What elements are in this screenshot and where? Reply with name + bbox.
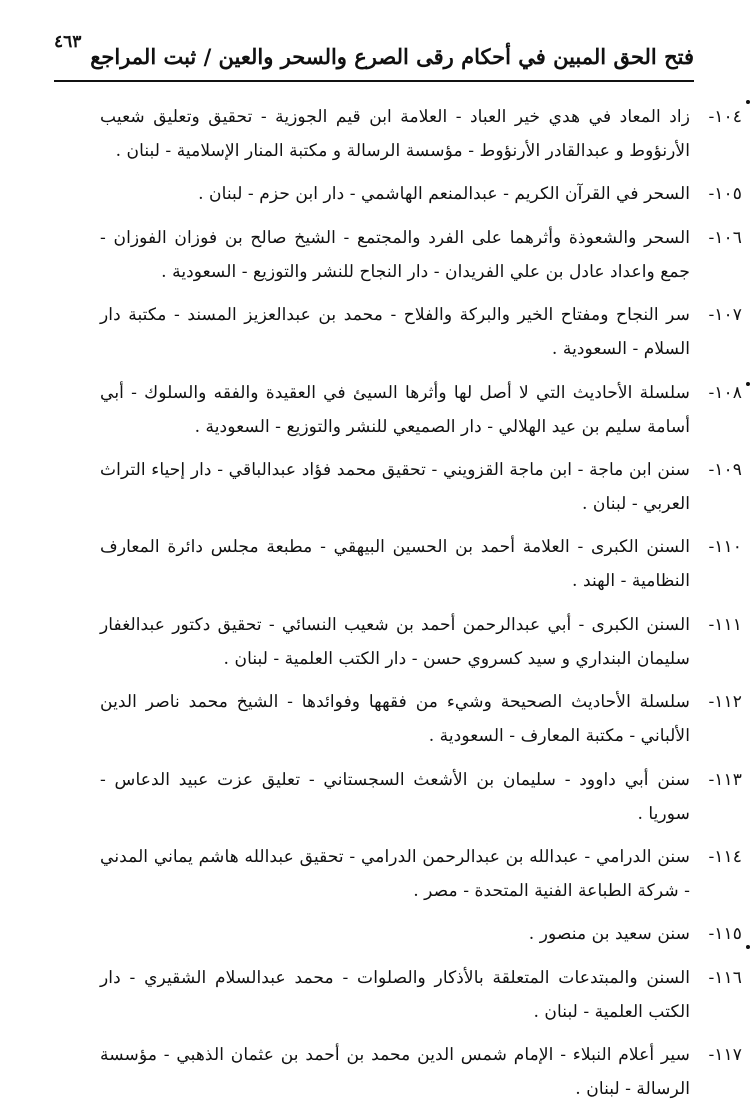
entry-number: ١٠٩- xyxy=(708,459,742,480)
bibliography-entry xyxy=(100,763,742,831)
entry-number: ١٠٦- xyxy=(708,227,742,248)
entry-text: السنن والمبتدعات المتعلقة بالأذكار والصلوات - محمد عبدالسلام الشقيري - دار الكتب العلمية - لبنان . xyxy=(100,967,690,1022)
header-rule xyxy=(54,80,694,82)
bibliography-entry xyxy=(100,177,742,211)
entry-text: سلسلة الأحاديث التي لا أصل لها وأثرها السيئ في العقيدة والفقه والسلوك - أبي أسامة سليم بن عيد الهلالي - دار الصميعي للنشر والتوزيع - السعودية . xyxy=(100,382,690,437)
entry-number: ١١٠- xyxy=(708,537,742,558)
bibliography-entry xyxy=(100,221,742,289)
page-header xyxy=(54,26,694,78)
bibliography-entry xyxy=(100,917,742,951)
bibliography-entry xyxy=(100,961,742,1029)
entry-text: سنن سعيد بن منصور . xyxy=(528,924,690,945)
entry-text: السحر والشعوذة وأثرهما على الفرد والمجتمع - الشيخ صالح بن فوزان الفوزان - جمع واعداد عادل بن علي الفريدان - دار النجاح للنشر والتوزيع - السعودية . xyxy=(100,227,690,282)
bibliography-list xyxy=(100,100,742,1115)
entry-number: ١٠٧- xyxy=(708,305,742,326)
entry-text: السنن الكبرى - العلامة أحمد بن الحسين البيهقي - مطبعة مجلس دائرة المعارف النظامية - الهند . xyxy=(100,537,690,592)
bibliography-entry xyxy=(100,840,742,908)
entry-text: السحر في القرآن الكريم - عبدالمنعم الهاشمي - دار ابن حزم - لبنان . xyxy=(198,184,690,205)
bibliography-entry xyxy=(100,100,742,168)
entry-text: سنن الدرامي - عبدالله بن عبدالرحمن الدرامي - تحقيق عبدالله هاشم يماني المدني - شركة الطباعة الفنية المتحدة - مصر . xyxy=(100,846,690,901)
margin-dot xyxy=(746,100,750,104)
bibliography-entry xyxy=(100,376,742,444)
bibliography-entry xyxy=(100,298,742,366)
entry-text: سنن أبي داوود - سليمان بن الأشعث السجستاني - تعليق عزت عبيد الدعاس - سوريا . xyxy=(100,769,690,824)
bibliography-entry xyxy=(100,1038,742,1106)
page-number: ٤٦٣ xyxy=(54,32,82,52)
entry-number: ١٠٤- xyxy=(708,107,742,127)
margin-dot xyxy=(746,382,750,386)
entry-number: ١١٧- xyxy=(708,1045,742,1066)
entry-number: ١١٥- xyxy=(708,924,742,945)
entry-number: ١٠٨- xyxy=(708,382,742,403)
entry-text: سير أعلام النبلاء - الإمام شمس الدين محمد بن أحمد بن عثمان الذهبي - مؤسسة الرسالة - لبنان . xyxy=(100,1045,690,1100)
entry-text: سنن ابن ماجة - ابن ماجة القزويني - تحقيق محمد فؤاد عبدالباقي - دار إحياء التراث العربي - لبنان . xyxy=(100,459,690,514)
entry-text: زاد المعاد في هدي خير العباد - العلامة ابن قيم الجوزية - تحقيق وتعليق شعيب الأرنؤوط و عبدالقادر الأرنؤوط - مؤسسة الرسالة و مكتبة المنار الإسلامية - لبنان . xyxy=(100,107,690,161)
bibliography-entry xyxy=(100,530,742,598)
entry-number: ١١٤- xyxy=(708,846,742,867)
bibliography-entry xyxy=(100,453,742,521)
entry-number: ١١٦- xyxy=(708,967,742,988)
running-title: فتح الحق المبين في أحكام رقى الصرع والسحر والعين / ثبت المراجع xyxy=(90,44,694,69)
entry-number: ١١٢- xyxy=(708,692,742,713)
entry-number: ١١١- xyxy=(708,614,742,635)
entry-number: ١٠٥- xyxy=(708,184,742,205)
entry-text: سلسلة الأحاديث الصحيحة وشيء من فقهها وفوائدها - الشيخ محمد ناصر الدين الألباني - مكتبة المعارف - السعودية . xyxy=(100,692,690,747)
entry-text: سر النجاح ومفتاح الخير والبركة والفلاح - محمد بن عبدالعزيز المسند - مكتبة دار السلام - السعودية . xyxy=(100,305,690,360)
entry-number: ١١٣- xyxy=(708,769,742,790)
bibliography-entry xyxy=(100,608,742,676)
entry-text: السنن الكبرى - أبي عبدالرحمن أحمد بن شعيب النسائي - تحقيق دكتور عبدالغفار سليمان البنداري و سيد كسروي حسن - دار الكتب العلمية - لبنان . xyxy=(100,614,690,669)
margin-dot xyxy=(746,945,750,949)
bibliography-entry xyxy=(100,685,742,753)
